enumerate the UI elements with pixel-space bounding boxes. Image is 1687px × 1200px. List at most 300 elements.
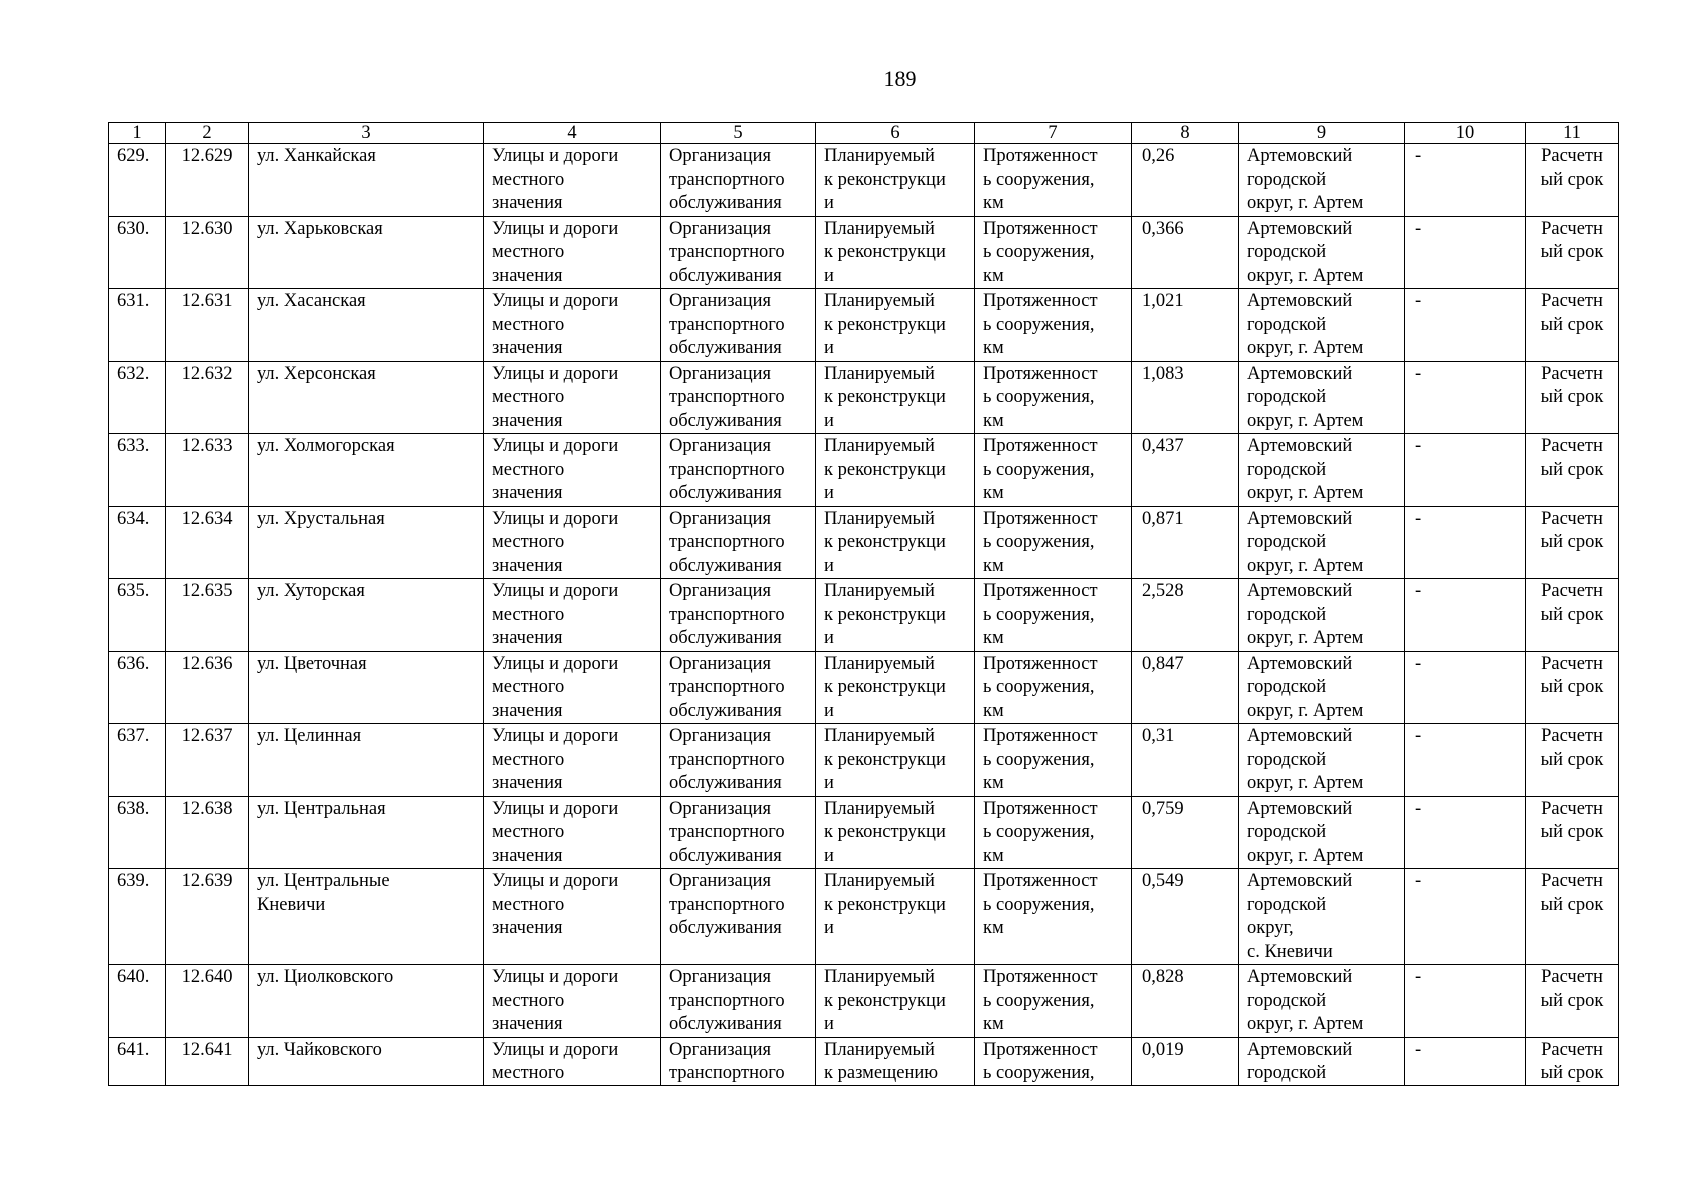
object-location-line: городской [1247,749,1327,770]
object-purpose-line: Организация [669,146,772,166]
object-purpose-line: транспортного [669,242,785,262]
object-purpose-line: Организация [669,871,772,891]
object-status-line: Планируемый [824,363,935,384]
object-status-line: Планируемый [824,508,935,529]
implementation-term-line: Расчетн [1541,967,1603,987]
characteristic-name-line: ь сооружения, [983,990,1095,1011]
object-purpose [661,289,816,362]
implementation-term-line: ый срок [1540,677,1604,697]
object-purpose-line: обслуживания [669,483,782,503]
object-location-line: Артемовский [1247,581,1353,601]
implementation-term-line: ый срок [1540,532,1604,552]
object-code: 12.635 [166,579,249,652]
object-location-line: округ, г. Артем [1247,410,1364,431]
object-type-line: значения [492,918,563,938]
object-purpose-line: транспортного [669,894,785,915]
table-row [109,506,1619,579]
characteristic-name-line: ь сооружения, [983,604,1095,625]
object-location-line: Артемовский [1247,871,1353,891]
object-location-line: Артемовский [1247,363,1353,384]
object-name-line: ул. Центральные [257,871,390,891]
object-name-line: ул. Центральная [257,798,386,819]
zone-cell: - [1405,579,1526,652]
object-type [484,216,661,289]
zone-cell: - [1405,1037,1526,1085]
implementation-term-line: ый срок [1540,822,1604,842]
object-name-line: ул. Холмогорская [257,436,395,456]
column-number-row [109,123,1619,144]
object-status-line: и [824,193,834,213]
object-status-line: и [824,265,834,286]
characteristic-name-line: ь сооружения, [983,749,1095,770]
object-location-line: Артемовский [1247,967,1353,987]
implementation-term-line: Расчетн [1541,218,1603,239]
characteristic-name-line: ь сооружения, [983,894,1095,915]
object-type-line: местного [492,749,565,770]
object-purpose [661,361,816,434]
object-purpose-line: обслуживания [669,628,782,648]
object-type-line: Улицы и дороги [492,508,619,529]
page-number: 189 [883,66,917,91]
object-code: 12.640 [166,965,249,1038]
implementation-term-line: ый срок [1540,169,1604,190]
characteristic-name [975,361,1132,434]
row-number: 637. [109,724,166,797]
object-location-line: Артемовский [1247,798,1353,819]
object-location-line: округ, г. Артем [1247,1014,1364,1034]
implementation-term-line: Расчетн [1541,798,1603,819]
object-type-line: местного [492,387,565,407]
characteristic-name-line: Протяженност [983,871,1098,891]
row-number: 639. [109,869,166,965]
object-location-line: округ, г. Артем [1247,483,1364,503]
characteristic-name-line: км [983,555,1004,576]
table-row [109,361,1619,434]
zone-cell: - [1405,434,1526,507]
object-purpose [661,1037,816,1085]
row-number: 638. [109,796,166,869]
object-type-line: значения [492,555,563,576]
object-purpose-line: транспортного [669,169,785,190]
object-location-line: Артемовский [1247,146,1353,166]
zone-cell: - [1405,965,1526,1038]
object-status-line: к реконструкци [824,990,946,1011]
characteristic-value: 1,083 [1132,361,1239,434]
object-name [249,651,484,724]
characteristic-value: 0,437 [1132,434,1239,507]
row-number: 640. [109,965,166,1038]
object-type-line: значения [492,483,563,503]
object-name-line: ул. Циолковского [257,967,394,987]
characteristic-name-line: Протяженност [983,798,1098,819]
object-status [816,289,975,362]
object-name-line: ул. Харьковская [257,218,383,239]
object-location [1239,289,1405,362]
characteristic-name-line: км [983,918,1004,938]
object-status-line: Планируемый [824,1039,935,1060]
object-purpose-line: Организация [669,508,772,529]
column-number: 4 [484,123,661,144]
object-status [816,965,975,1038]
object-type-line: значения [492,773,563,793]
object-purpose-line: обслуживания [669,555,782,576]
object-type-line: Улицы и дороги [492,653,619,674]
object-type [484,144,661,217]
object-type-line: местного [492,990,565,1011]
characteristic-name [975,216,1132,289]
characteristic-name-line: Протяженност [983,218,1098,239]
object-location-line: городской [1247,532,1327,552]
characteristic-name-line: ь сооружения, [983,822,1095,842]
object-name [249,796,484,869]
characteristic-name [975,965,1132,1038]
object-location [1239,361,1405,434]
implementation-term-line: Расчетн [1541,871,1603,891]
object-purpose [661,796,816,869]
object-status-line: к реконструкци [824,242,946,262]
object-location [1239,651,1405,724]
implementation-term-line: ый срок [1540,1062,1604,1083]
zone-cell: - [1405,216,1526,289]
object-name [249,724,484,797]
object-type-line: местного [492,169,565,190]
characteristic-name [975,796,1132,869]
object-code: 12.634 [166,506,249,579]
implementation-term [1526,965,1619,1038]
object-type-line: местного [492,314,565,335]
object-status-line: Планируемый [824,146,935,166]
characteristic-name [975,289,1132,362]
object-location-line: округ, [1247,918,1294,938]
characteristic-name-line: ь сооружения, [983,532,1095,552]
object-location-line: округ, г. Артем [1247,700,1364,721]
object-status-line: и [824,845,834,866]
implementation-term-line: Расчетн [1541,653,1603,674]
object-purpose [661,434,816,507]
characteristic-value: 0,828 [1132,965,1239,1038]
characteristic-name-line: Протяженност [983,363,1098,384]
column-number: 7 [975,123,1132,144]
row-number: 641. [109,1037,166,1085]
object-purpose-line: обслуживания [669,1014,782,1034]
object-location-line: городской [1247,677,1327,697]
row-number: 631. [109,289,166,362]
row-number: 634. [109,506,166,579]
object-status-line: Планируемый [824,871,935,891]
object-type-line: Улицы и дороги [492,1039,619,1060]
object-status-line: к размещению [824,1062,939,1083]
column-number: 6 [816,123,975,144]
object-type [484,289,661,362]
object-status [816,869,975,965]
object-status-line: Планируемый [824,653,935,674]
implementation-term-line: Расчетн [1541,508,1603,529]
object-purpose-line: транспортного [669,459,785,480]
table-row [109,144,1619,217]
implementation-term [1526,289,1619,362]
row-number: 630. [109,216,166,289]
object-type-line: местного [492,894,565,915]
implementation-term-line: ый срок [1540,894,1604,915]
table-row [109,796,1619,869]
object-location [1239,506,1405,579]
characteristic-name-line: ь сооружения, [983,1062,1095,1083]
object-name [249,361,484,434]
object-purpose-line: Организация [669,1039,772,1060]
object-status [816,144,975,217]
implementation-term-line: Расчетн [1541,726,1603,746]
characteristic-name [975,434,1132,507]
object-status [816,434,975,507]
object-location-line: Артемовский [1247,291,1353,311]
object-type [484,361,661,434]
object-type [484,506,661,579]
row-number: 632. [109,361,166,434]
implementation-term [1526,506,1619,579]
object-type-line: Улицы и дороги [492,871,619,891]
object-purpose-line: транспортного [669,822,785,842]
object-name-line: ул. Ханкайская [257,146,376,166]
object-status-line: к реконструкци [824,459,946,480]
object-name [249,434,484,507]
object-purpose [661,144,816,217]
object-type [484,724,661,797]
object-location-line: округ, г. Артем [1247,773,1364,793]
object-status-line: и [824,555,834,576]
object-status [816,361,975,434]
object-location-line: Артемовский [1247,1039,1353,1060]
object-type [484,579,661,652]
object-location-line: городской [1247,459,1327,480]
table-row [109,289,1619,362]
object-purpose-line: транспортного [669,990,785,1011]
row-number: 635. [109,579,166,652]
implementation-term-line: ый срок [1540,604,1604,625]
object-purpose-line: транспортного [669,677,785,697]
object-status [816,651,975,724]
characteristic-value: 2,528 [1132,579,1239,652]
implementation-term [1526,361,1619,434]
table-body [109,144,1619,1086]
object-purpose-line: Организация [669,363,772,384]
implementation-term-line: ый срок [1540,242,1604,262]
object-name [249,289,484,362]
object-name [249,506,484,579]
object-purpose-line: транспортного [669,532,785,552]
characteristic-name-line: км [983,628,1004,648]
characteristic-name-line: Протяженност [983,436,1098,456]
implementation-term-line: ый срок [1540,314,1604,335]
object-status-line: к реконструкци [824,387,946,407]
characteristic-name-line: Протяженност [983,508,1098,529]
table-row [109,965,1619,1038]
object-location-line: Артемовский [1247,218,1353,239]
column-number: 2 [166,123,249,144]
characteristic-value: 0,549 [1132,869,1239,965]
zone-cell: - [1405,869,1526,965]
object-type-line: местного [492,1062,565,1083]
object-status-line: Планируемый [824,218,935,239]
column-number: 5 [661,123,816,144]
object-status-line: Планируемый [824,726,935,746]
object-location-line: городской [1247,314,1327,335]
object-location [1239,434,1405,507]
object-location-line: городской [1247,894,1327,915]
object-type [484,869,661,965]
object-location-line: городской [1247,990,1327,1011]
object-location [1239,1037,1405,1085]
object-location-line: городской [1247,604,1327,625]
object-location-line: округ, г. Артем [1247,193,1364,213]
object-type-line: местного [492,532,565,552]
implementation-term-line: Расчетн [1541,291,1603,311]
characteristic-value: 1,021 [1132,289,1239,362]
object-type-line: Улицы и дороги [492,967,619,987]
object-purpose-line: транспортного [669,314,785,335]
zone-cell: - [1405,361,1526,434]
characteristic-name-line: км [983,1014,1004,1034]
object-purpose-line: обслуживания [669,918,782,938]
characteristic-name [975,1037,1132,1085]
zone-cell: - [1405,144,1526,217]
characteristic-name-line: Протяженност [983,653,1098,674]
implementation-term-line: Расчетн [1541,146,1603,166]
object-location-line: Артемовский [1247,508,1353,529]
characteristic-name-line: км [983,483,1004,503]
column-number: 1 [109,123,166,144]
object-type-line: значения [492,193,563,213]
object-location [1239,724,1405,797]
object-name [249,144,484,217]
object-code: 12.632 [166,361,249,434]
object-type-line: значения [492,338,563,358]
table-row [109,1037,1619,1085]
object-purpose-line: обслуживания [669,773,782,793]
implementation-term-line: ый срок [1540,990,1604,1011]
object-code: 12.630 [166,216,249,289]
object-status [816,579,975,652]
object-location-line: Артемовский [1247,653,1353,674]
table-row [109,216,1619,289]
characteristic-name-line: ь сооружения, [983,677,1095,697]
object-type-line: Улицы и дороги [492,146,619,166]
table-row [109,579,1619,652]
object-purpose-line: обслуживания [669,845,782,866]
object-purpose [661,579,816,652]
object-status-line: к реконструкци [824,677,946,697]
object-type [484,651,661,724]
object-name-line: ул. Целинная [257,726,362,746]
object-location-line: городской [1247,387,1327,407]
object-status-line: к реконструкци [824,532,946,552]
implementation-term-line: ый срок [1540,749,1604,770]
column-number: 10 [1405,123,1526,144]
characteristic-name-line: ь сооружения, [983,169,1095,190]
characteristic-value: 0,019 [1132,1037,1239,1085]
object-status-line: к реконструкци [824,604,946,625]
object-code: 12.633 [166,434,249,507]
object-name [249,1037,484,1085]
object-purpose-line: Организация [669,581,772,601]
characteristic-name [975,724,1132,797]
object-type-line: местного [492,604,565,625]
object-status-line: и [824,410,834,431]
zone-cell: - [1405,651,1526,724]
object-type-line: Улицы и дороги [492,291,619,311]
object-purpose-line: обслуживания [669,338,782,358]
object-status-line: к реконструкци [824,169,946,190]
characteristic-name [975,869,1132,965]
object-status-line: Планируемый [824,798,935,819]
characteristic-name-line: км [983,410,1004,431]
implementation-term [1526,651,1619,724]
object-purpose-line: транспортного [669,387,785,407]
object-name-line: Кневичи [257,894,326,915]
object-code: 12.637 [166,724,249,797]
characteristic-name-line: км [983,700,1004,721]
implementation-term-line: Расчетн [1541,581,1603,601]
zone-cell: - [1405,796,1526,869]
object-type-line: значения [492,265,563,286]
object-code: 12.639 [166,869,249,965]
object-status [816,1037,975,1085]
implementation-term-line: Расчетн [1541,1039,1603,1060]
object-type [484,434,661,507]
object-type-line: местного [492,822,565,842]
object-type-line: местного [492,242,565,262]
object-location-line: округ, г. Артем [1247,555,1364,576]
object-purpose-line: Организация [669,798,772,819]
characteristic-name-line: км [983,338,1004,358]
implementation-term-line: Расчетн [1541,363,1603,384]
object-purpose [661,869,816,965]
object-status [816,724,975,797]
column-number: 8 [1132,123,1239,144]
object-type-line: значения [492,628,563,648]
characteristic-name-line: Протяженност [983,967,1098,987]
object-name-line: ул. Хуторская [257,581,365,601]
characteristic-name-line: км [983,193,1004,213]
characteristic-value: 0,847 [1132,651,1239,724]
object-name-line: ул. Цветочная [257,653,367,674]
implementation-term [1526,216,1619,289]
object-type [484,796,661,869]
object-type-line: значения [492,700,563,721]
object-name-line: ул. Хрустальная [257,508,385,529]
characteristic-value: 0,31 [1132,724,1239,797]
characteristic-name-line: км [983,773,1004,793]
object-location-line: с. Кневичи [1247,941,1333,962]
object-status-line: к реконструкци [824,822,946,842]
object-status [816,216,975,289]
object-code: 12.631 [166,289,249,362]
object-name [249,869,484,965]
object-purpose-line: Организация [669,218,772,239]
object-purpose-line: транспортного [669,604,785,625]
object-location-line: городской [1247,242,1327,262]
object-location [1239,796,1405,869]
object-status-line: и [824,918,834,938]
object-status-line: Планируемый [824,581,935,601]
object-purpose-line: Организация [669,291,772,311]
implementation-term [1526,869,1619,965]
implementation-term [1526,724,1619,797]
object-purpose-line: обслуживания [669,410,782,431]
characteristic-value: 0,759 [1132,796,1239,869]
characteristic-name-line: Протяженност [983,1039,1098,1060]
object-location-line: городской [1247,1062,1327,1083]
object-status-line: и [824,773,834,793]
